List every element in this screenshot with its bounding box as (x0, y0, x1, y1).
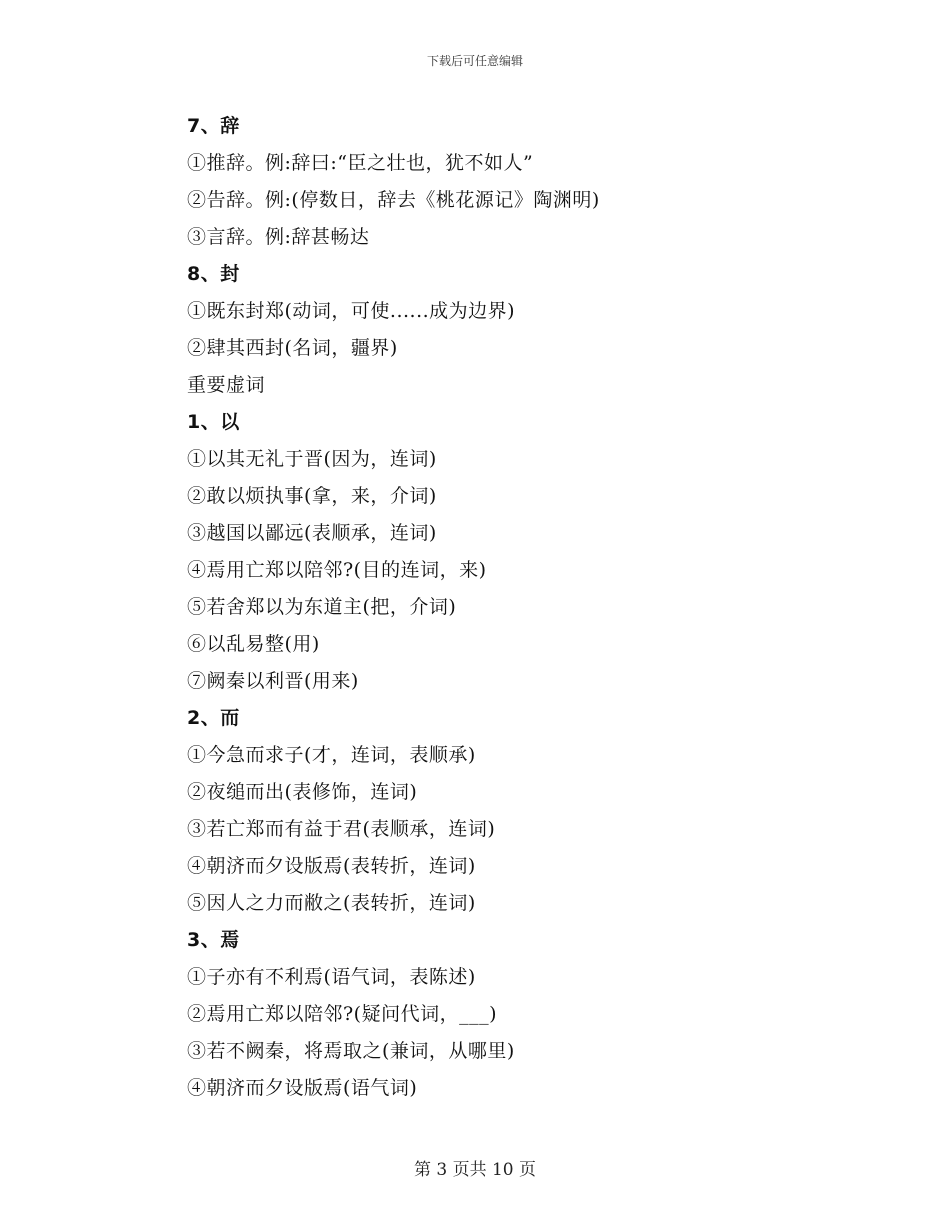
list-item: ③言辞。例:辞甚畅达 (187, 226, 370, 248)
list-item: ②肆其西封(名词，疆界) (187, 337, 398, 359)
section-heading: 7、辞 (187, 115, 240, 137)
subsection-title: 重要虚词 (187, 374, 266, 396)
list-item: ①以其无礼于晋(因为，连词) (187, 448, 437, 470)
document-body (187, 108, 887, 1107)
page-header: 下载后可任意编辑 (426, 54, 523, 68)
list-item: ②敢以烦执事(拿，来，介词) (187, 485, 437, 507)
list-item: ②告辞。例:(停数日，辞去《桃花源记》陶渊明) (187, 189, 600, 211)
list-item: ①既东封郑(动词，可使......成为边界) (187, 300, 516, 322)
list-item: ⑦阙秦以利晋(用来) (187, 670, 359, 692)
list-item: ②焉用亡郑以陪邻?(疑问代词，___) (187, 1003, 498, 1025)
list-item: ⑥以乱易整(用) (187, 633, 320, 655)
section-heading: 3、焉 (187, 929, 240, 951)
list-item: ④焉用亡郑以陪邻?(目的连词，来) (187, 559, 487, 581)
list-item: ④朝济而夕设版焉(表转折，连词) (187, 855, 476, 877)
list-item: ①今急而求子(才，连词，表顺承) (187, 744, 476, 766)
list-item: ③若不阙秦，将焉取之(兼词，从哪里) (187, 1040, 515, 1062)
section-heading: 8、封 (187, 263, 240, 285)
list-item: ①推辞。例:辞曰:“臣之壮也，犹不如人” (187, 152, 534, 174)
list-item: ⑤若舍郑以为东道主(把，介词) (187, 596, 457, 618)
list-item: ④朝济而夕设版焉(语气词) (187, 1077, 418, 1099)
list-item: ②夜缒而出(表修饰，连词) (187, 781, 418, 803)
page-footer: 第 3 页共 10 页 (413, 1160, 537, 1180)
list-item: ①子亦有不利焉(语气词，表陈述) (187, 966, 476, 988)
section-heading: 2、而 (187, 707, 240, 729)
list-item: ⑤因人之力而敝之(表转折，连词) (187, 892, 476, 914)
list-item: ③越国以鄙远(表顺承，连词) (187, 522, 437, 544)
list-item: ③若亡郑而有益于君(表顺承，连词) (187, 818, 496, 840)
section-heading: 1、以 (187, 411, 240, 433)
